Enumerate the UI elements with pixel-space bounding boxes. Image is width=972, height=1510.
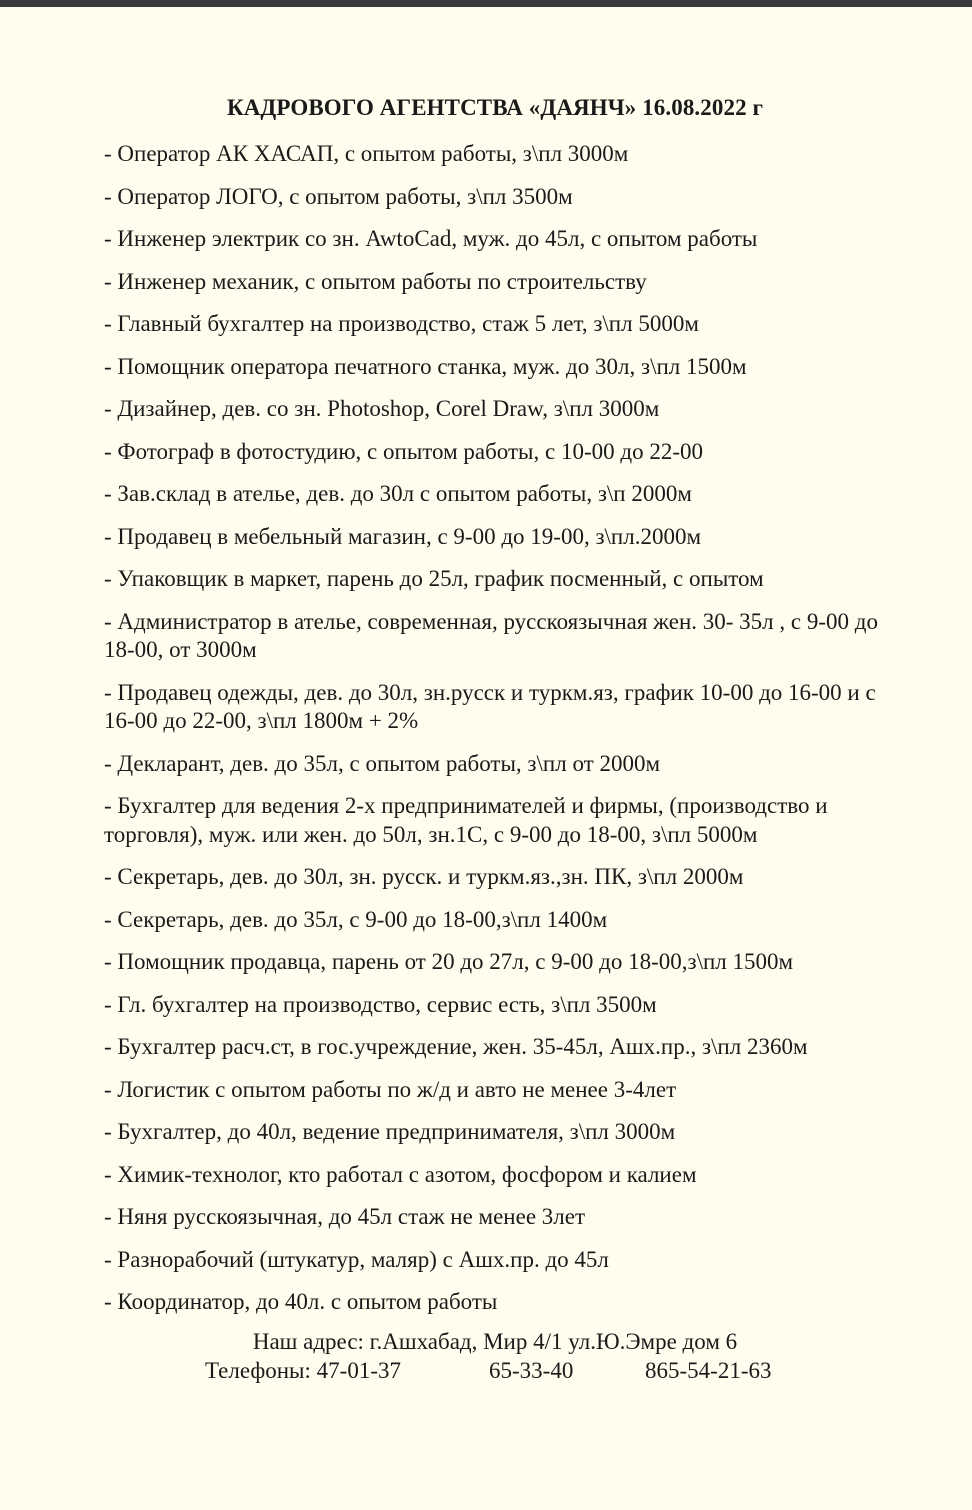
- vacancy-item: - Гл. бухгалтер на производство, сервис есть, з\пл 3500м: [104, 991, 657, 1017]
- vacancy-list: [104, 140, 894, 1331]
- vacancy-item: - Секретарь, дев. до 30л, зн. русск. и туркм.яз.,зн. ПК, з\пл 2000м: [104, 864, 744, 889]
- contact-footer: [0, 1328, 972, 1386]
- vacancy-item: - Химик-технолог, кто работал с азотом, фосфором и калием: [104, 1161, 697, 1187]
- vacancy-item: - Фотограф в фотостудию, с опытом работы, с 10-00 до 22-00: [104, 438, 703, 464]
- vacancy-item: - Продавец в мебельный магазин, с 9-00 до 19-00, з\пл.2000м: [104, 523, 702, 549]
- vacancy-item: - Бухгалтер для ведения 2-х предпринимателей и фирмы, (производство и торговля), муж. или жен. до 50л, зн.1С, с 9-00 до 18-00, з\пл 5000м: [104, 793, 828, 847]
- vacancy-item: - Помощник продавца, парень от 20 до 27л, с 9-00 до 18-00,з\пл 1500м: [104, 949, 794, 974]
- phone-label-1: Телефоны: 47-01-37: [205, 1357, 401, 1383]
- phone-3: 865-54-21-63: [645, 1357, 772, 1383]
- vacancy-item: - Инженер механик, с опытом работы по строительству: [104, 268, 647, 294]
- phone-2: 65-33-40: [489, 1357, 574, 1383]
- vacancy-item: - Логистик с опытом работы по ж/д и авто не менее 3-4лет: [104, 1076, 677, 1102]
- vacancy-item: - Дизайнер, дев. со зн. Photoshop, Corel Draw, з\пл 3000м: [104, 396, 660, 421]
- vacancy-item: - Секретарь, дев. до 35л, с 9-00 до 18-00,з\пл 1400м: [104, 906, 608, 932]
- vacancy-item: - Бухгалтер расч.ст, в гос.учреждение, жен. 35-45л, Ашх.пр., з\пл 2360м: [104, 1034, 808, 1059]
- vacancy-item: - Няня русскоязычная, до 45л стаж не менее 3лет: [104, 1204, 586, 1229]
- vacancy-item: - Зав.склад в ателье, дев. до 30л с опытом работы, з\п 2000м: [104, 481, 692, 506]
- vacancy-item: - Бухгалтер, до 40л, ведение предпринимателя, з\пл 3000м: [104, 1119, 676, 1144]
- vacancy-item: - Разнорабочий (штукатур, маляр) с Ашх.пр. до 45л: [104, 1246, 609, 1272]
- phone-numbers: [0, 1357, 972, 1386]
- vacancy-item: - Продавец одежды, дев. до 30л, зн.русск и туркм.яз, график 10-00 до 16-00 и с 16-00 до 22-00, з\пл 1800м + 2%: [104, 679, 876, 733]
- vacancy-item: - Инженер электрик со зн. AwtoCad, муж. до 45л, с опытом работы: [104, 226, 758, 251]
- vacancy-item: - Оператор АК ХАСАП, с опытом работы, з\пл 3000м: [104, 141, 629, 166]
- vacancy-item: - Помощник оператора печатного станка, муж. до 30л, з\пл 1500м: [104, 353, 747, 379]
- vacancy-item: - Координатор, до 40л. с опытом работы: [104, 1289, 498, 1314]
- vacancy-item: - Администратор в ателье, современная, русскоязычная жен. 30- 35л , с 9-00 до 18-00, от 3000м: [104, 608, 878, 662]
- vacancy-item: - Упаковщик в маркет, парень до 25л, график посменный, с опытом: [104, 566, 764, 591]
- agency-address: Наш адрес: г.Ашхабад, Мир 4/1 ул.Ю.Эмре дом 6: [252, 1329, 738, 1354]
- document-title: КАДРОВОГО АГЕНТСТВА «ДАЯНЧ» 16.08.2022 г: [226, 95, 764, 120]
- vacancy-item: - Декларант, дев. до 35л, с опытом работы, з\пл от 2000м: [104, 750, 660, 776]
- vacancy-item: - Главный бухгалтер на производство, стаж 5 лет, з\пл 5000м: [104, 311, 699, 336]
- vacancy-item: - Оператор ЛОГО, с опытом работы, з\пл 3500м: [104, 183, 573, 209]
